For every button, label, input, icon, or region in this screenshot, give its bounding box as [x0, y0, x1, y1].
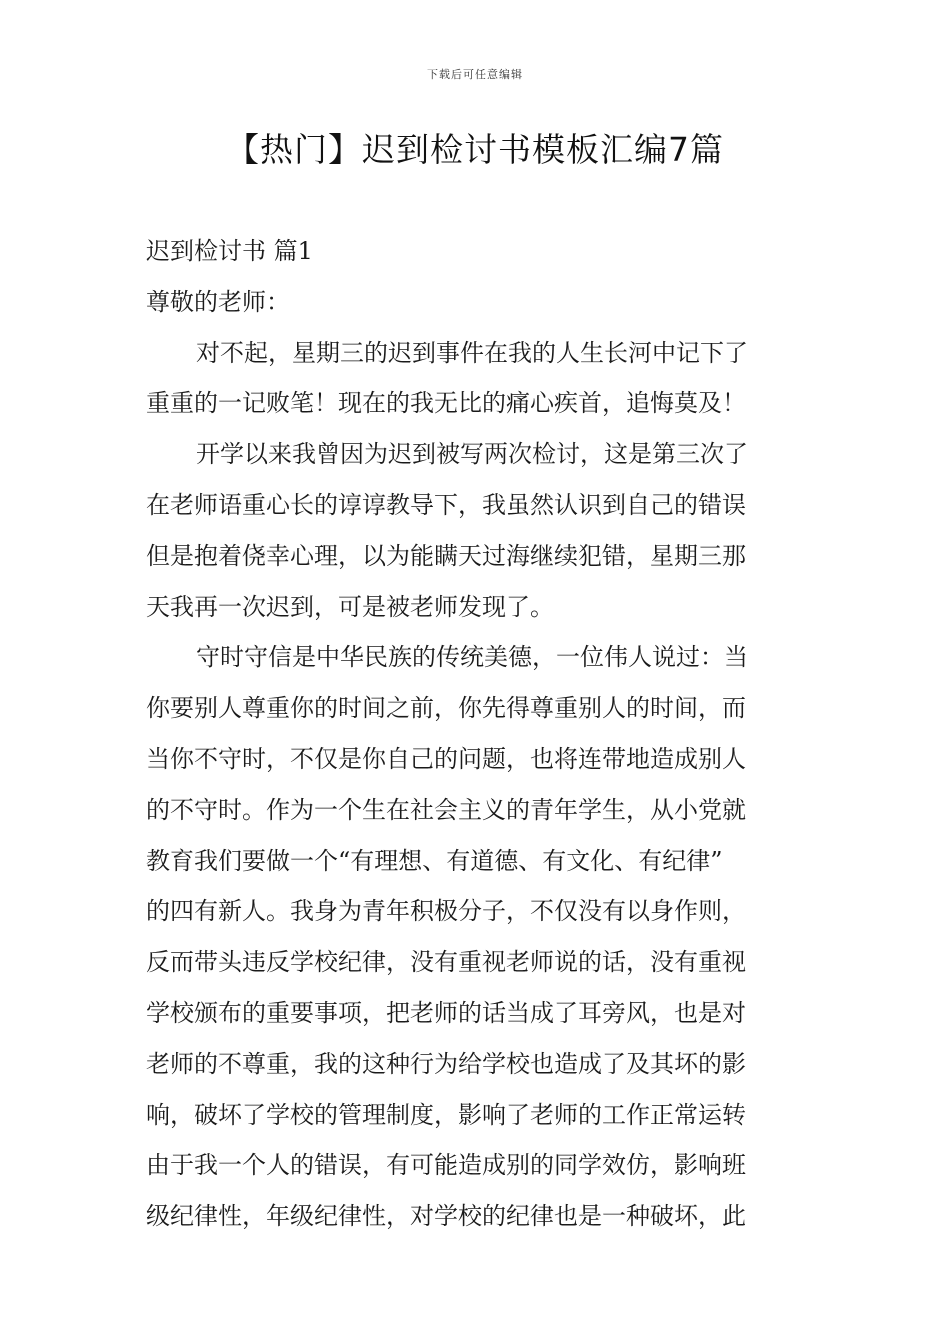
- text-line: 对不起，星期三的迟到事件在我的人生长河中记下了: [196, 338, 748, 367]
- text-line: 响，破坏了学校的管理制度，影响了老师的工作正常运转: [146, 1100, 746, 1129]
- text-line: 反而带头违反学校纪律，没有重视老师说的话，没有重视: [146, 948, 746, 977]
- text-line: 但是抱着侥幸心理，以为能瞒天过海继续犯错，星期三那: [146, 541, 746, 570]
- text-line: 的四有新人。我身为青年积极分子，不仅没有以身作则，: [146, 897, 746, 926]
- document-body: [146, 226, 808, 1242]
- text-line: 天我再一次迟到，可是被老师发现了。: [146, 592, 554, 621]
- text-line: 在老师语重心长的谆谆教导下，我虽然认识到自己的错误: [146, 490, 746, 519]
- text-line: 级纪律性，年级纪律性，对学校的纪律也是一种破坏，此: [146, 1202, 746, 1231]
- text-line: 当你不守时，不仅是你自己的问题，也将连带地造成别人: [146, 744, 746, 773]
- text-line: 的不守时。作为一个生在社会主义的青年学生，从小党就: [146, 795, 746, 824]
- text-line: 教育我们要做一个“有理想、有道德、有文化、有纪律”: [146, 846, 723, 875]
- paragraph-lines: [146, 328, 808, 1242]
- text-line: 重重的一记败笔！现在的我无比的痛心疾首，追悔莫及！: [146, 389, 746, 418]
- text-line: 老师的不尊重，我的这种行为给学校也造成了及其坏的影: [146, 1049, 746, 1078]
- text-line: 开学以来我曾因为迟到被写两次检讨，这是第三次了: [196, 440, 748, 469]
- text-line: 由于我一个人的错误，有可能造成别的同学效仿，影响班: [146, 1151, 746, 1180]
- text-line: 你要别人尊重你的时间之前，你先得尊重别人的时间，而: [146, 694, 746, 723]
- text-line: 守时守信是中华民族的传统美德，一位伟人说过：当: [196, 643, 748, 672]
- document-title: 【热门】迟到检讨书模板汇编7篇: [226, 130, 724, 169]
- header-note: 下载后可任意编辑: [427, 68, 523, 81]
- text-line: 学校颁布的重要事项，把老师的话当成了耳旁风，也是对: [146, 998, 746, 1027]
- salutation: 尊敬的老师：: [146, 287, 290, 316]
- section-heading: 迟到检讨书 篇1: [146, 237, 313, 265]
